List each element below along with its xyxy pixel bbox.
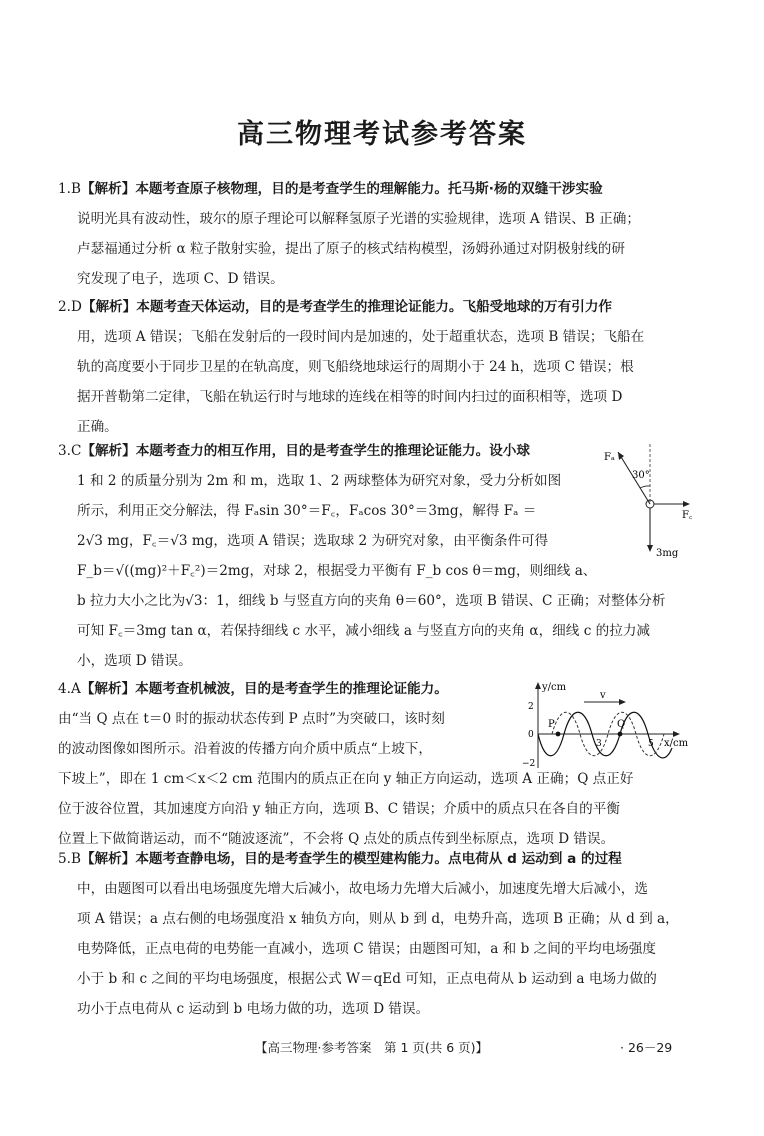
x-tick-5-label: 5 [648, 739, 654, 749]
answer-line: 的波动图像如图所示。沿着波的传播方向介质中质点“上坡下， [58, 741, 432, 757]
answer-number: 5.B [58, 851, 81, 867]
answer-line: 说明光具有波动性，玻尔的原子理论可以解释氢原子光谱的实验规律，选项 A 错误、B 正确； [77, 211, 640, 227]
answer-number: 1.B [58, 181, 81, 197]
analysis-tag: 【解析】 [80, 681, 136, 697]
footer-code: · 26－29 [620, 1040, 673, 1055]
answer-line: 位置上下做简谐运动，而不“随波逐流”，不会将 Q 点处的质点传到坐标原点，选项 D 错误。 [58, 831, 615, 847]
force-a-label: Fₐ [604, 452, 615, 463]
answer-line: 由“当 Q 点在 t＝0 时的振动状态传到 P 点时”为突破口，该时刻 [58, 711, 445, 727]
answer-line: 1 和 2 的质量分别为 2m 和 m，选取 1、2 两球整体为研究对象，受力分析如图 [77, 473, 562, 489]
answer-number: 2.D [58, 299, 82, 315]
x-axis-arrowhead [673, 731, 680, 737]
answer-number: 4.A [58, 681, 81, 697]
answer-line: 功小于点电荷从 c 运动到 b 电场力做的功，选项 D 错误。 [77, 1001, 430, 1017]
answer-line: 本题考查力的相互作用，目的是考查学生的推理论证能力。设小球 [135, 443, 530, 459]
answer-line: 位于波谷位置，其加速度方向沿 y 轴正方向，选项 B、C 错误；介质中的质点只在各自的平衡 [58, 801, 620, 817]
answer-5 [58, 844, 679, 1024]
y-axis-arrowhead [535, 682, 541, 689]
answer-3 [58, 436, 665, 676]
point-p-label: P [548, 719, 555, 730]
y-max-label: 2 [528, 702, 534, 712]
answer-line: F_b＝√((mg)²＋F꜀²)＝2mg，对球 2，根据受力平衡有 F_b cos θ＝mg，则细线 a、 [77, 563, 597, 579]
answer-line: 电势降低，正点电荷的电势能一直减小，选项 C 错误；由题图可知，a 和 b 之间的平均电场强度 [77, 941, 656, 957]
point-q-label: Q [617, 719, 626, 730]
x-axis-label: x/cm [664, 738, 689, 749]
answer-line: 本题考查原子核物理，目的是考查学生的理解能力。托马斯·杨的双缝干涉实验 [135, 181, 603, 197]
weight-label: 3mg [656, 548, 679, 559]
analysis-tag: 【解析】 [80, 181, 136, 197]
answer-line: 中，由题图可以看出电场强度先增大后减小，故电场力先增大后减小，加速度先增大后减小，选 [77, 881, 648, 897]
wave-graph [520, 678, 696, 774]
answer-line: 小于 b 和 c 之间的平均电场强度，根据公式 W＝qEd 可知，正点电荷从 b 运动到 a 电场力做的 [77, 971, 657, 987]
answer-line: 下坡上”，即在 1 cm＜x＜2 cm 范围内的质点正在向 y 轴正方向运动，选项 A 正确；Q 点正好 [58, 771, 634, 787]
footer-page-info: 【高三物理·参考答案 第 1 页(共 6 页)】 [255, 1040, 489, 1055]
answer-number: 3.C [58, 443, 82, 459]
answer-line: 2√3 mg，F꜀＝√3 mg，选项 A 错误；选取球 2 为研究对象，由平衡条件可得 [77, 533, 549, 549]
force-c-label: F꜀ [682, 510, 693, 521]
point-p [556, 732, 561, 737]
answer-line: 正确。 [77, 419, 118, 435]
force-diagram [598, 440, 698, 565]
answer-line: 卢瑟福通过分析 α 粒子散射实验，提出了原子的核式结构模型，汤姆孙通过对阴极射线的研 [77, 241, 625, 257]
answer-line: 本题考查天体运动，目的是考查学生的推理论证能力。飞船受地球的万有引力作 [136, 299, 613, 315]
analysis-tag: 【解析】 [81, 443, 136, 459]
y-min-label: −2 [522, 759, 536, 769]
page-title: 高三物理考试参考答案 [237, 119, 527, 150]
answer-line: 本题考查静电场，目的是考查学生的模型建构能力。点电荷从 d 运动到 a 的过程 [135, 851, 622, 867]
answer-line: 据开普勒第二定律，飞船在轨运行时与地球的连线在相等的时间内扫过的面积相等，选项 D [77, 389, 623, 405]
angle-label: 30° [632, 470, 650, 481]
y-axis-label: y/cm [542, 682, 567, 693]
answer-line: 项 A 错误；a 点右侧的电场强度沿 x 轴负方向，则从 b 到 d，电势升高，选项 B 正确；从 d 到 a， [77, 911, 679, 927]
answer-line: 用，选项 A 错误；飞船在发射后的一段时间内是加速的，处于超重状态，选项 B 错误；飞船在 [77, 329, 645, 345]
y-zero-label: 0 [528, 730, 534, 740]
answer-line: 小，选项 D 错误。 [77, 653, 192, 669]
velocity-arrowhead [619, 699, 626, 705]
answer-2 [58, 292, 644, 442]
tension-a-arrowhead [618, 452, 624, 460]
answer-line: 本题考查机械波，目的是考查学生的推理论证能力。 [135, 681, 448, 697]
velocity-label: v [600, 690, 606, 701]
answer-line: 可知 F꜀＝3mg tan α，若保持细线 c 水平，减小细线 a 与竖直方向的夹角 α，细线 c 的拉力减 [77, 623, 651, 639]
answer-line: 轨的高度要小于同步卫星的在轨高度，则飞船绕地球运行的周期小于 24 h，选项 C 错误；根 [77, 359, 634, 375]
answer-line: b 拉力大小之比为√3：1，细线 b 与竖直方向的夹角 θ＝60°，选项 B 错误、C 正确；对整体分析 [77, 593, 666, 609]
answer-line: 究发现了电子，选项 C、D 错误。 [77, 271, 284, 287]
x-tick-3-label: 3 [596, 739, 602, 749]
analysis-tag: 【解析】 [80, 851, 136, 867]
angle-arc [640, 486, 650, 488]
tension-c-arrowhead [683, 501, 690, 507]
answer-line: 所示，利用正交分解法，得 Fₐsin 30°＝F꜀，Fₐcos 30°＝3mg，解得 Fₐ ＝ [77, 503, 537, 519]
weight-arrowhead [647, 545, 653, 552]
answer-1 [58, 174, 640, 294]
point-q [618, 732, 623, 737]
analysis-tag: 【解析】 [81, 299, 137, 315]
